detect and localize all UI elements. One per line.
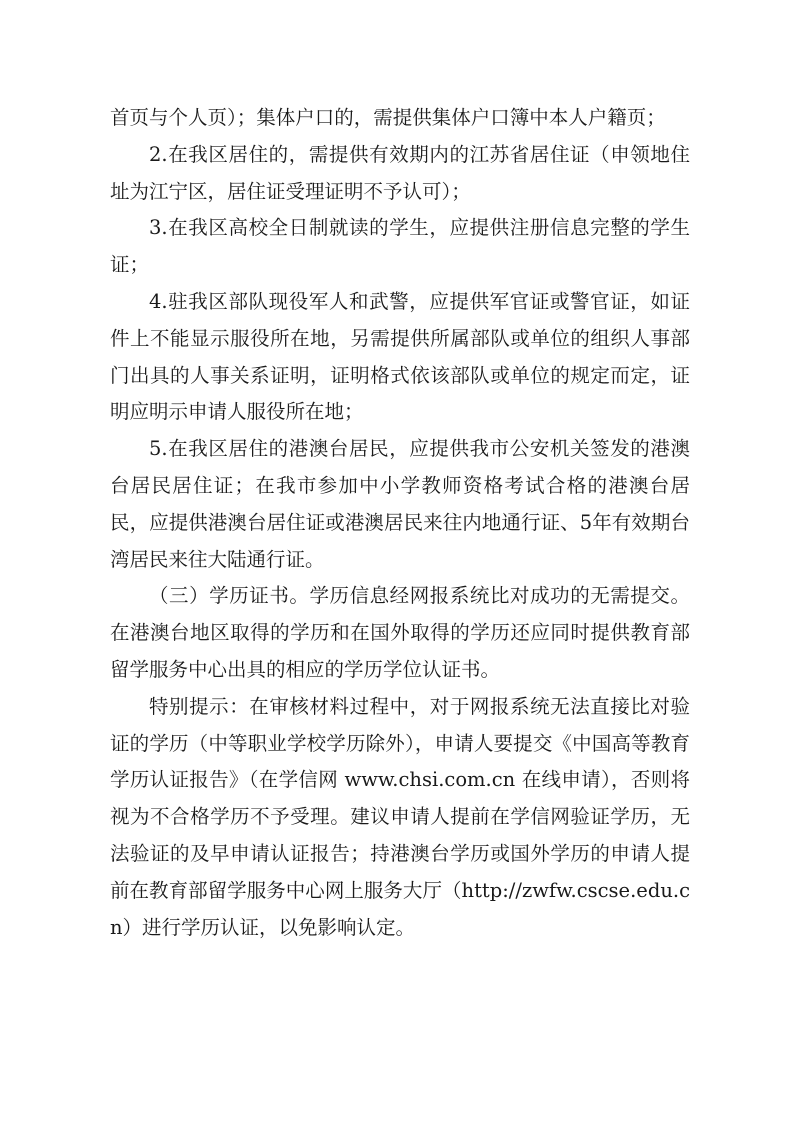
paragraph-section-3-diploma: （三）学历证书。学历信息经网报系统比对成功的无需提交。在港澳台地区取得的学历和在国外取得的学历还应同时提供教育部留学服务中心出具的相应的学历学位认证书。 <box>110 584 690 681</box>
paragraph-special-notice: 特别提示：在审核材料过程中，对于网报系统无法直接比对验证的学历（中等职业学校学历除外），申请人要提交《中国高等教育学历认证报告》（在学信网 www.chsi.com.cn 在线申请），否则将视为不合格学历不予受理。建议申请人提前在学信网验证学历，无法验证的及早申请认证报告；持港澳台学历或国外学历的申请人提前在教育部留学服务中心网上服务大厅（http://zwfw.cscse.edu.cn）进行学历认证，以免影响认定。 <box>110 694 690 939</box>
paragraph-item-4-military: 4.驻我区部队现役军人和武警，应提供军官证或警官证，如证件上不能显示服役所在地，另需提供所属部队或单位的组织人事部门出具的人事关系证明，证明格式依该部队或单位的规定而定，证明应明示申请人服役所在地； <box>110 289 690 424</box>
paragraph-household-register-continued: 首页与个人页）；集体户口的，需提供集体户口簿中本人户籍页； <box>110 106 666 129</box>
paragraph-item-5-hk-macao-taiwan: 5.在我区居住的港澳台居民，应提供我市公安机关签发的港澳台居民居住证；在我市参加中小学教师资格考试合格的港澳台居民，应提供港澳台居住证或港澳居民来往内地通行证、5年有效期台湾居民来往大陆通行证。 <box>110 437 690 571</box>
paragraph-item-3-student-card: 3.在我区高校全日制就读的学生，应提供注册信息完整的学生证； <box>110 216 690 277</box>
paragraph-item-2-residence-permit: 2.在我区居住的，需提供有效期内的江苏省居住证（申领地住址为江宁区，居住证受理证明不予认可）； <box>110 142 690 203</box>
document-body <box>110 100 690 946</box>
